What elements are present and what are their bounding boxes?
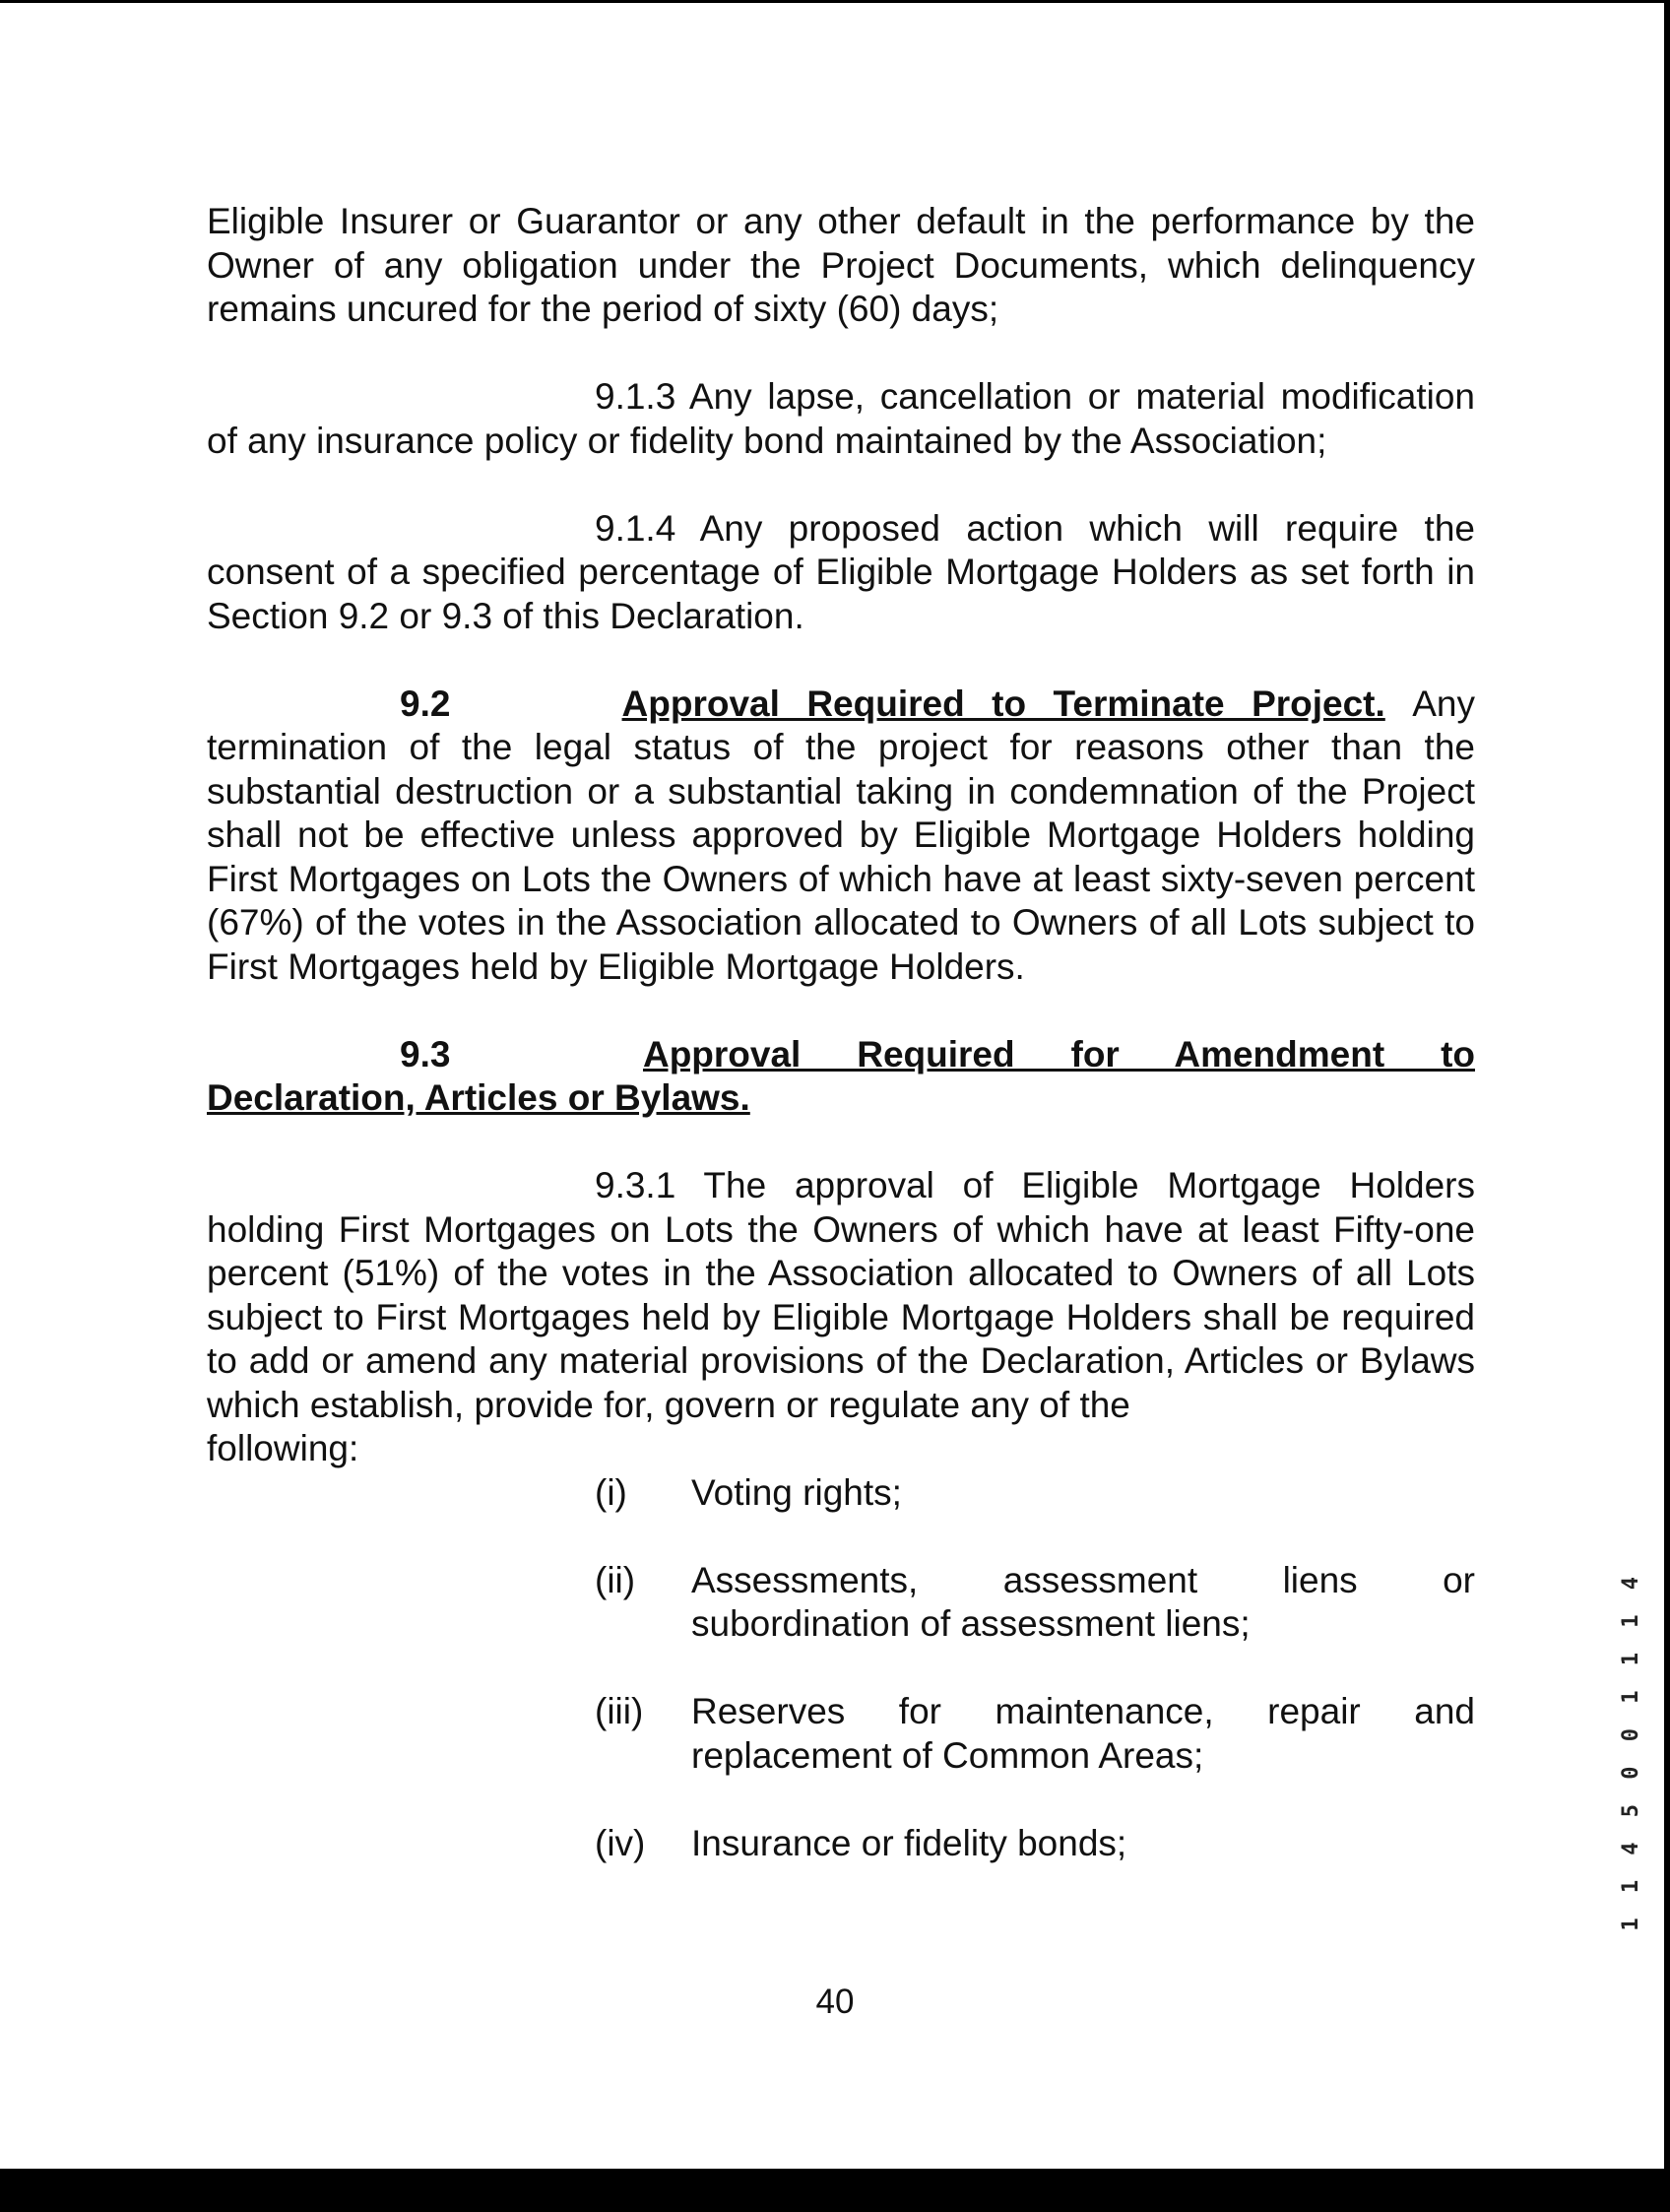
list-item — [207, 1559, 1475, 1647]
section-9-2-number: 9.2 — [400, 683, 451, 724]
section-9-3-1-last-line: following: — [207, 1428, 359, 1468]
section-9-1-4-body: consent of a specified percentage of Eligible Mortgage Holders as set forth in Section 9.2 or 9.3 of this Declaration. — [207, 552, 1475, 636]
list-item-line: replacement of Common Areas; — [691, 1734, 1204, 1776]
scan-bottom-border — [0, 2169, 1670, 2212]
list-item-line: Assessments, assessment liens or — [691, 1559, 1475, 1600]
section-9-2-heading — [207, 683, 1475, 727]
list-item-line: Insurance or fidelity bonds; — [691, 1822, 1127, 1863]
section-9-2-lead-word: Any — [1412, 683, 1475, 724]
section-9-2-heading-text — [207, 683, 1412, 724]
list-item-text — [691, 1690, 1475, 1778]
intro-line-3: remains uncured for the period of sixty (60) days; — [207, 289, 999, 329]
list-item — [207, 1471, 1475, 1516]
section-9-3-number: 9.3 — [400, 1033, 451, 1074]
section-9-3-title-line2: Declaration, Articles or Bylaws. — [207, 1077, 750, 1118]
intro-line-2: Owner of any obligation under the Project Documents, which delinquency — [207, 244, 1475, 286]
list-item — [207, 1822, 1475, 1866]
list-item-text — [691, 1471, 1475, 1516]
list-item-marker: (iii) — [595, 1691, 644, 1731]
list-item-line: subordination of assessment liens; — [691, 1603, 1251, 1644]
section-9-3-heading-line1 — [207, 1033, 1475, 1077]
section-9-2-title: Approval Required to Terminate Project. — [621, 683, 1385, 724]
section-9-1-4-first-line: 9.1.4 Any proposed action which will require the — [595, 507, 1475, 549]
section-9-3-heading-line2 — [207, 1076, 1475, 1121]
section-9-2-body: termination of the legal status of the project for reasons other than the substantial destruction or a substantial taking in condemnation of the Project shall not be effective unless approved by Eligible Mortgage Holders holding First Mortgages on Lots the Owners of which have at least sixty-seven percent (67%) of the votes in the Association allocated to Owners of all Lots subject to First Mortgages held by Eligible Mortgage Holders. — [207, 727, 1475, 987]
section-9-1-3-first-line: 9.1.3 Any lapse, cancellation or material modification — [595, 376, 1475, 417]
section-9-3-1-body: holding First Mortgages on Lots the Owners of which have at least Fifty-one percent (51%) of the votes in the Association allocated to Owners of all Lots subject to First Mortgages held by Eligible Mortgage Holders shall be required to add or amend any material provisions of the Declaration, Articles or Bylaws which establish, provide for, govern or regulate any of the — [207, 1208, 1475, 1425]
section-9-1-3-body: of any insurance policy or fidelity bond maintained by the Association; — [207, 420, 1327, 461]
side-document-stamp: 1 1 4 5 0 0 1 1 1 4 — [1619, 1571, 1643, 1931]
list-item-marker: (iv) — [595, 1822, 646, 1863]
section-9-3-title-line1: Approval Required for Amendment to — [642, 1033, 1475, 1074]
section-9-3-1-first-line: 9.3.1 The approval of Eligible Mortgage Holders — [595, 1165, 1475, 1205]
list-item-marker: (i) — [595, 1471, 627, 1513]
intro-line-1: Eligible Insurer or Guarantor or any other default in the performance by the — [207, 201, 1475, 241]
list-item-marker: (ii) — [595, 1559, 636, 1600]
list-item-line: Voting rights; — [691, 1471, 902, 1513]
page-content — [207, 200, 1475, 1865]
list-item-line: Reserves for maintenance, repair and — [691, 1691, 1475, 1731]
list-item-text — [691, 1822, 1475, 1866]
list-item — [207, 1690, 1475, 1778]
list-item-text — [691, 1559, 1475, 1647]
page-number: 40 — [815, 1983, 855, 2021]
